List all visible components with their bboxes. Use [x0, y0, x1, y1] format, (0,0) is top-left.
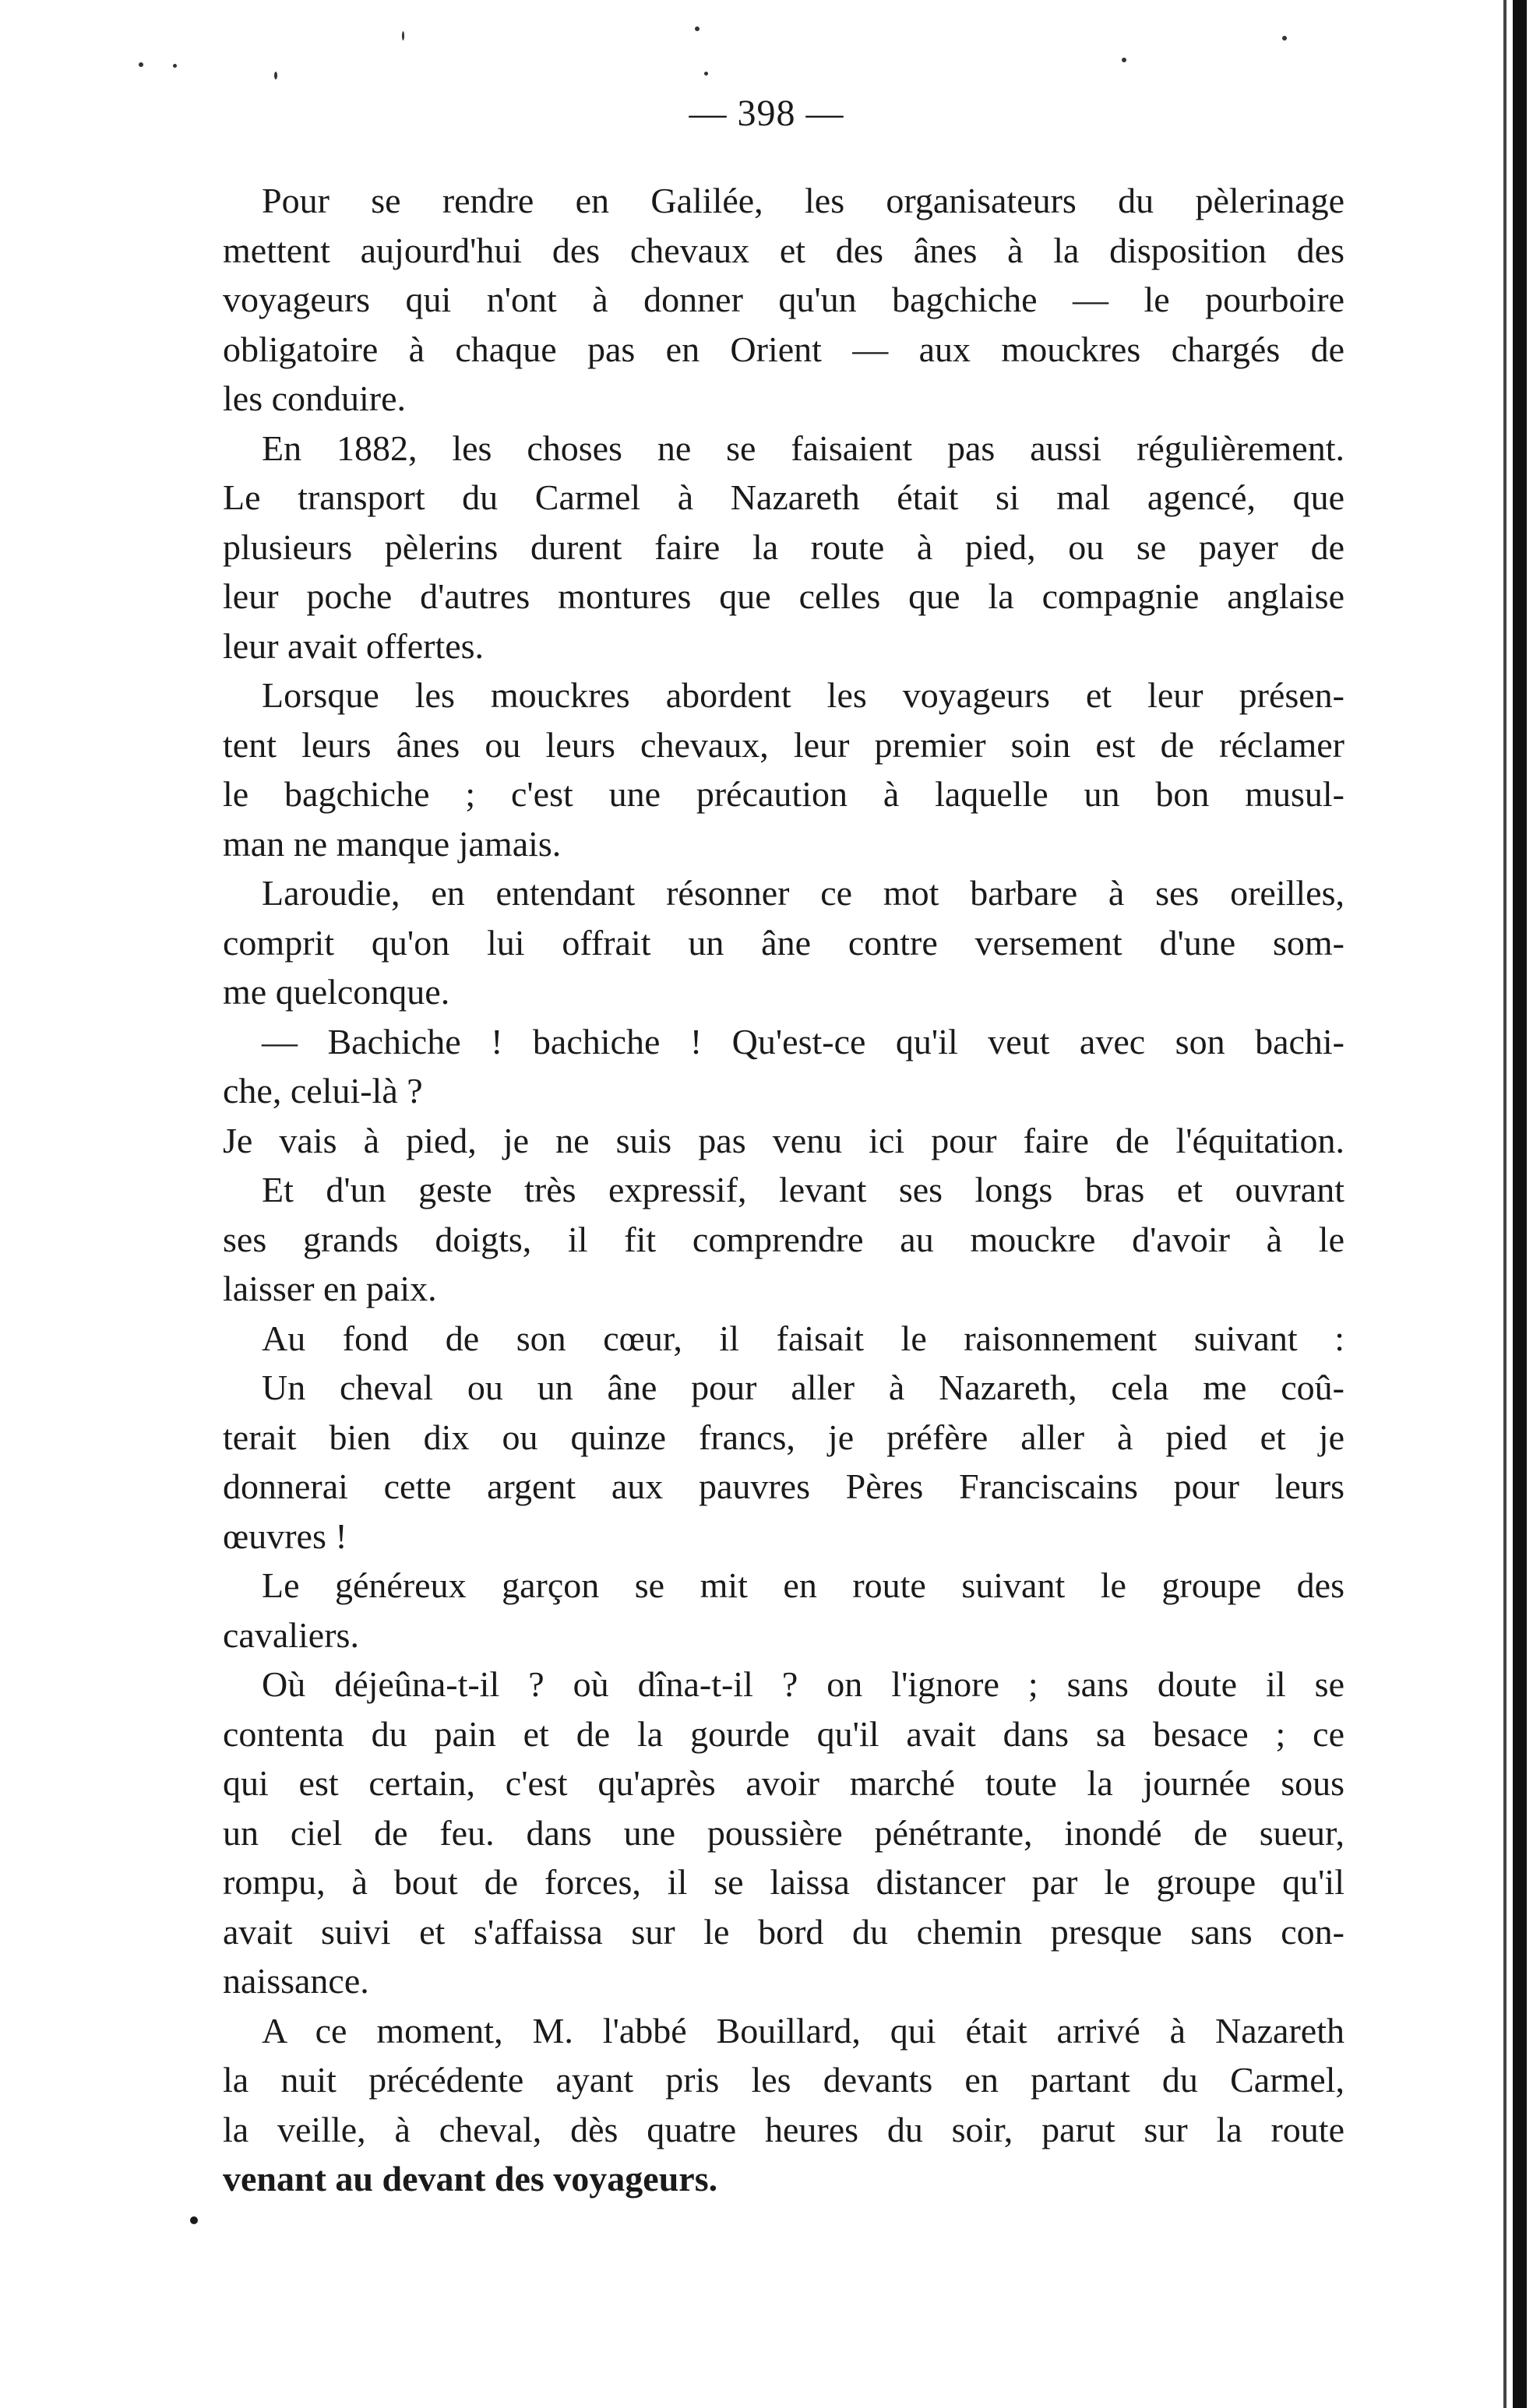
- text-line: Au fond de son cœur, il faisait le raisonnement suivant :: [262, 1318, 1344, 1358]
- text-line: tent leurs ânes ou leurs chevaux, leur premier soin est de réclamer: [223, 724, 1344, 765]
- text-line: Le transport du Carmel à Nazareth était si mal agencé, que: [223, 477, 1344, 517]
- text-line: Où déjeûna-t-il ? où dîna-t-il ? on l'ignore ; sans doute il se: [262, 1664, 1344, 1704]
- text-line: comprit qu'on lui offrait un âne contre versement d'une som-: [223, 922, 1344, 963]
- text-line: Lorsque les mouckres abordent les voyageurs et leur présen-: [262, 675, 1344, 715]
- scan-speck: [695, 26, 700, 31]
- text-line: Pour se rendre en Galilée, les organisateurs du pèlerinage: [262, 181, 1344, 220]
- page-number: — 398 —: [689, 93, 844, 134]
- margin-dot: [190, 2216, 198, 2224]
- text-line: Laroudie, en entendant résonner ce mot barbare à ses oreilles,: [262, 873, 1344, 913]
- page-edge-shadow: [1513, 0, 1527, 2408]
- text-line: qui est certain, c'est qu'après avoir marché toute la journée sous: [223, 1763, 1344, 1803]
- text-line: me quelconque.: [223, 972, 450, 1012]
- scan-speck: [402, 31, 404, 40]
- text-line: le bagchiche ; c'est une précaution à laquelle un bon musul-: [223, 774, 1344, 814]
- text-line: A ce moment, M. l'abbé Bouillard, qui était arrivé à Nazareth: [262, 2010, 1344, 2051]
- text-line: un ciel de feu. dans une poussière pénétrante, inondé de sueur,: [223, 1812, 1344, 1853]
- text-line: les conduire.: [223, 378, 407, 418]
- text-line: voyageurs qui n'ont à donner qu'un bagchiche — le pourboire: [223, 280, 1344, 319]
- scan-speck: [704, 72, 708, 76]
- text-line: rompu, à bout de forces, il se laissa distancer par le groupe qu'il: [223, 1862, 1344, 1902]
- scan-speck: [1122, 58, 1126, 62]
- scan-speck: [139, 62, 143, 67]
- text-line: leur avait offertes.: [223, 625, 485, 666]
- text-line: ses grands doigts, il fit comprendre au mouckre d'avoir à le: [223, 1219, 1344, 1259]
- page-edge-line: [1503, 0, 1507, 2408]
- text-line: leur poche d'autres montures que celles que la compagnie anglaise: [223, 576, 1344, 616]
- text-line: contenta du pain et de la gourde qu'il avait dans sa besace ; ce: [223, 1713, 1344, 1754]
- text-line: Un cheval ou un âne pour aller à Nazareth, cela me coû-: [262, 1368, 1344, 1407]
- text-line: terait bien dix ou quinze francs, je préfère aller à pied et je: [223, 1417, 1344, 1457]
- text-line: mettent aujourd'hui des chevaux et des ânes à la disposition des: [223, 230, 1344, 270]
- text-line: laisser en paix.: [223, 1269, 437, 1308]
- text-line: venant au devant des voyageurs.: [223, 2159, 718, 2199]
- body-text: [223, 176, 1344, 2204]
- text-line: che, celui-là ?: [223, 1071, 423, 1111]
- text-line: plusieurs pèlerins durent faire la route à pied, ou se payer de: [223, 526, 1344, 567]
- text-line: man ne manque jamais.: [223, 823, 562, 864]
- text-line: la nuit précédente ayant pris les devants en partant du Carmel,: [223, 2060, 1344, 2100]
- text-line: Et d'un geste très expressif, levant ses longs bras et ouvrant: [262, 1170, 1344, 1209]
- text-line: En 1882, les choses ne se faisaient pas aussi régulièrement.: [262, 428, 1344, 468]
- text-line: Le généreux garçon se mit en route suivant le groupe des: [262, 1565, 1344, 1605]
- text-line: — Bachiche ! bachiche ! Qu'est-ce qu'il veut avec son bachi-: [262, 1021, 1344, 1061]
- text-line: cavaliers.: [223, 1614, 359, 1655]
- text-line: Je vais à pied, je ne suis pas venu ici pour faire de l'équitation.: [223, 1120, 1344, 1160]
- scan-speck: [1282, 36, 1287, 40]
- text-line: naissance.: [223, 1961, 369, 2001]
- text-line: obligatoire à chaque pas en Orient — aux mouckres chargés de: [223, 329, 1344, 369]
- text-line: œuvres !: [223, 1516, 347, 1556]
- text-line: avait suivi et s'affaissa sur le bord du chemin presque sans con-: [223, 1911, 1344, 1952]
- text-line: donnerai cette argent aux pauvres Pères Franciscains pour leurs: [223, 1466, 1344, 1506]
- text-line: la veille, à cheval, dès quatre heures du soir, parut sur la route: [223, 2109, 1344, 2149]
- scan-speck: [173, 64, 177, 68]
- scan-speck: [274, 72, 277, 79]
